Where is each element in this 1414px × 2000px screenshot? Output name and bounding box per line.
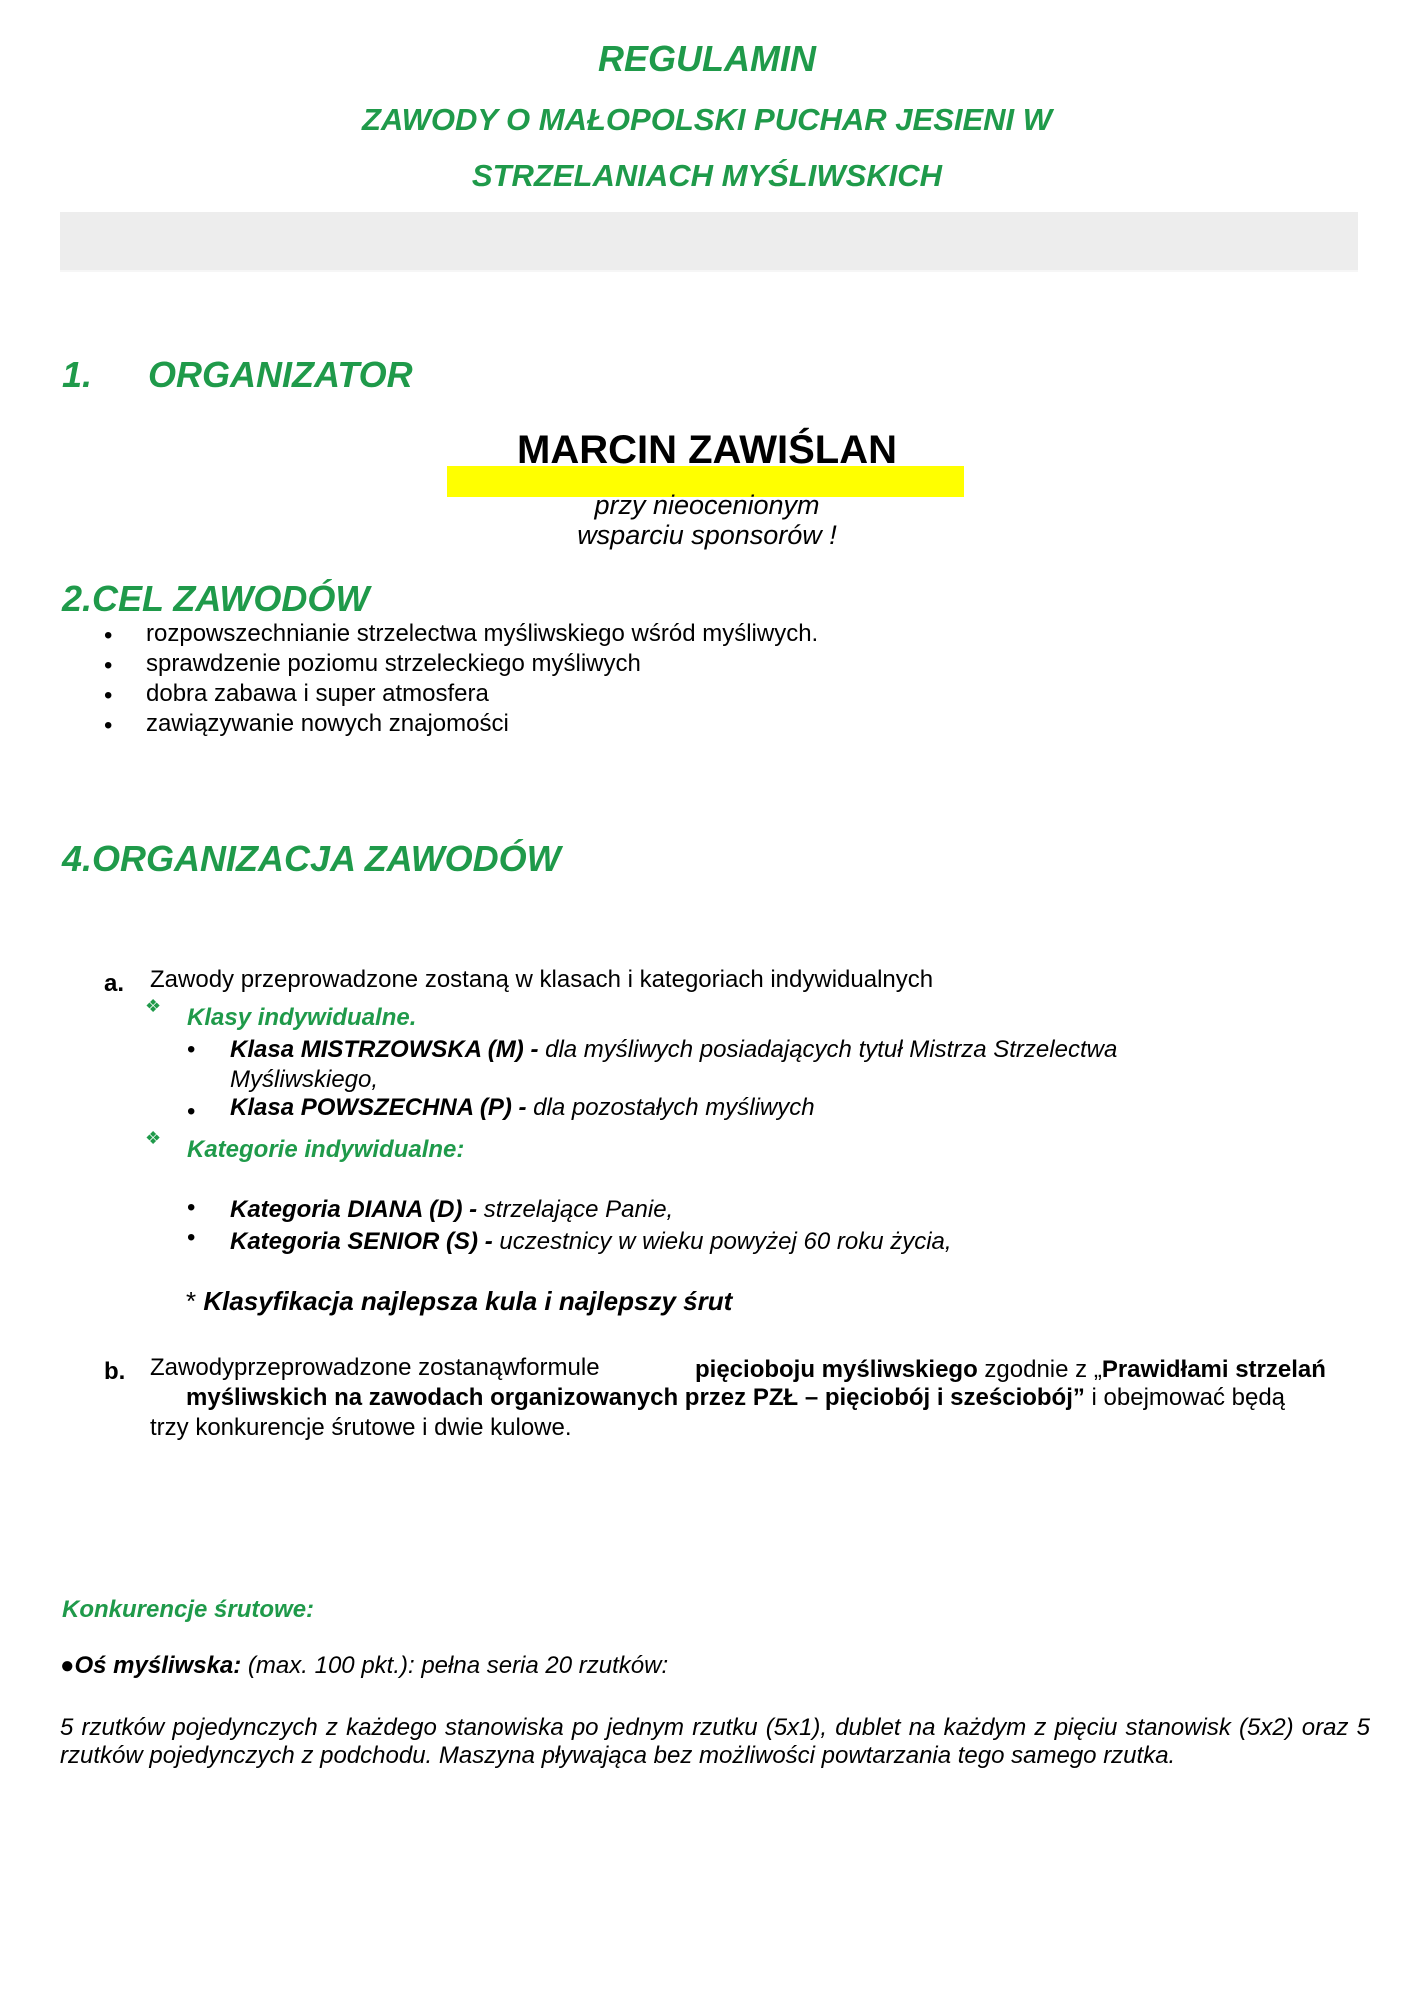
- category-diana-name: Kategoria DIANA (D) -: [230, 1196, 478, 1223]
- item-a-marker: a.: [104, 970, 125, 997]
- category-senior-name: Kategoria SENIOR (S) -: [230, 1228, 493, 1255]
- support-line-2: wsparciu sponsorów !: [577, 520, 837, 550]
- shotgun-paragraph: 5 rzutków pojedynczych z każdego stanowiska po jednym rzutku (5x1), dublet na każdym z pięciu stanowisk (5x2) oraz 5 rzutków pojedynczych z podchodu. Maszyna pływająca bez możliwości powtarzania tego samego rzutka.: [60, 1714, 1370, 1769]
- shotgun-item-desc: (max. 100 pkt.): pełna seria 20 rzutków:: [241, 1652, 669, 1679]
- grey-banner: [60, 212, 1358, 272]
- section1-number: 1.: [62, 354, 93, 395]
- list-item: rozpowszechnianie strzelectwa myśliwskiego wśród myśliwych.: [146, 620, 819, 647]
- bullet-icon: •: [104, 712, 113, 739]
- shotgun-item-name: Oś myśliwska:: [74, 1652, 242, 1679]
- section2-title: 2.CEL ZAWODÓW: [62, 578, 370, 619]
- bullet-icon: •: [187, 1194, 196, 1221]
- item-a-text: Zawody przeprowadzone zostaną w klasach i kategoriach indywidualnych: [150, 966, 934, 993]
- item-b-text-2: zgodnie z „: [977, 1356, 1102, 1383]
- organizer-name: MARCIN ZAWIŚLAN: [517, 428, 897, 472]
- class-master-name: Klasa MISTRZOWSKA (M) -: [230, 1036, 539, 1063]
- list-item: sprawdzenie poziomu strzeleckiego myśliwych: [146, 650, 641, 677]
- list-item: zawiązywanie nowych znajomości: [146, 710, 509, 737]
- category-diana-desc: strzelające Panie,: [477, 1196, 674, 1223]
- item-b-line-1: [695, 1356, 1326, 1384]
- class-master: [230, 1036, 1117, 1064]
- class-general: [230, 1094, 815, 1122]
- item-b-bold-3: myśliwskich na zawodach organizowanych przez PZŁ – pięciobój i sześciobój”: [186, 1384, 1085, 1411]
- class-master-desc-cont: Myśliwskiego,: [230, 1066, 379, 1093]
- diamond-bullet-icon: ❖: [145, 1128, 162, 1148]
- bullet-icon: •: [187, 1224, 196, 1251]
- item-b-bold-2: Prawidłami strzelań: [1101, 1356, 1326, 1383]
- item-b-line-2: [186, 1384, 1285, 1412]
- document-subtitle-2: STRZELANIACH MYŚLIWSKICH: [471, 158, 943, 193]
- classes-heading: Klasy indywidualne.: [187, 1004, 417, 1031]
- circle-bullet-icon: ●: [60, 1652, 75, 1679]
- shotgun-heading: Konkurencje śrutowe:: [62, 1596, 315, 1623]
- class-master-desc: dla myśliwych posiadających tytuł Mistrza Strzelectwa: [538, 1036, 1118, 1063]
- section1-title: ORGANIZATOR: [148, 354, 413, 395]
- class-general-name: Klasa POWSZECHNA (P) -: [230, 1094, 527, 1121]
- section4-title: 4.ORGANIZACJA ZAWODÓW: [62, 838, 561, 879]
- class-general-desc: dla pozostałych myśliwych: [526, 1094, 815, 1121]
- categories-heading: Kategorie indywidualne:: [187, 1136, 465, 1163]
- document-title: REGULAMIN: [598, 38, 816, 79]
- diamond-bullet-icon: ❖: [145, 996, 162, 1016]
- bullet-icon: •: [104, 622, 113, 649]
- bullet-icon: •: [104, 682, 113, 709]
- category-senior: [230, 1228, 952, 1256]
- bullet-icon: •: [104, 652, 113, 679]
- bullet-icon: •: [187, 1036, 196, 1063]
- item-b-bold-1: pięcioboju myśliwskiego: [695, 1356, 978, 1383]
- support-line-1: przy nieocenionym: [594, 490, 820, 520]
- classification-text: Klasyfikacja najlepsza kula i najlepszy śrut: [203, 1286, 733, 1316]
- item-b-line-3: trzy konkurencje śrutowe i dwie kulowe.: [150, 1414, 572, 1441]
- classification-star: *: [186, 1286, 204, 1316]
- category-diana: [230, 1196, 673, 1224]
- item-b-marker: b.: [104, 1358, 126, 1385]
- item-b-text-3: i obejmować będą: [1084, 1384, 1286, 1411]
- shotgun-item: [60, 1652, 668, 1680]
- document-subtitle-1: ZAWODY O MAŁOPOLSKI PUCHAR JESIENI W: [361, 102, 1053, 137]
- item-b-text-1: Zawodyprzeprowadzone zostanąwformule: [150, 1354, 600, 1381]
- category-senior-desc: uczestnicy w wieku powyżej 60 roku życia,: [492, 1228, 952, 1255]
- list-item: dobra zabawa i super atmosfera: [146, 680, 489, 707]
- bullet-icon: •: [187, 1098, 196, 1125]
- classification-note: [186, 1286, 732, 1317]
